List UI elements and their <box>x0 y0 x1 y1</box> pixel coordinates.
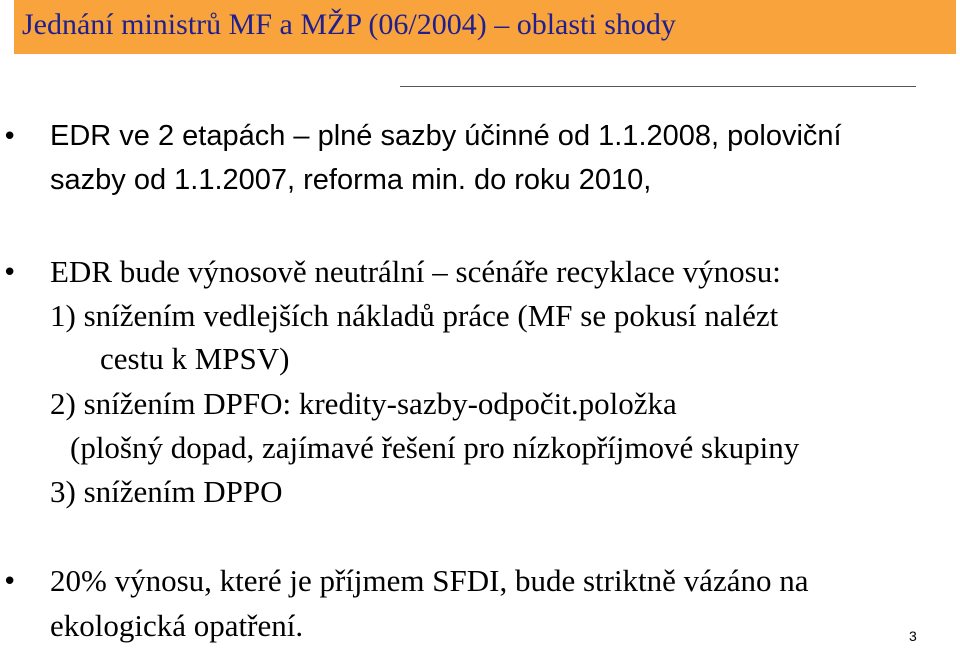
bullet-dot-icon: • <box>2 258 18 288</box>
title-underline <box>400 86 916 87</box>
bullet-2-line-1: EDR bude výnosově neutrální – scénáře recyklace výnosu: <box>50 254 781 289</box>
bullet-3-line-2: ekologická opatření. <box>50 608 304 643</box>
bullet-1-line-1: EDR ve 2 etapách – plné sazby účinné od 1.1.2008, poloviční <box>50 120 842 152</box>
bullet-2-line-5: (plošný dopad, zajímavé řešení pro nízkopříjmové skupiny <box>70 430 800 465</box>
page-number: 3 <box>909 628 917 644</box>
slide-title: Jednání ministrů MF a MŽP (06/2004) – oblasti shody <box>22 8 676 41</box>
bullet-2-line-2: 1) snížením vedlejších nákladů práce (MF se pokusí nalézt <box>50 298 779 333</box>
bullet-dot-icon: • <box>2 567 18 597</box>
bullet-2-line-3: cestu k MPSV) <box>100 341 290 376</box>
bullet-dot-icon: • <box>2 122 18 152</box>
bullet-3-line-1: 20% výnosu, které je příjmem SFDI, bude striktně vázáno na <box>50 563 809 598</box>
bullet-1-line-2: sazby od 1.1.2007, reforma min. do roku 2010, <box>50 164 652 196</box>
bullet-2-line-6: 3) snížením DPPO <box>50 474 283 509</box>
bullet-2-line-4: 2) snížením DPFO: kredity-sazby-odpočit.položka <box>50 386 677 421</box>
